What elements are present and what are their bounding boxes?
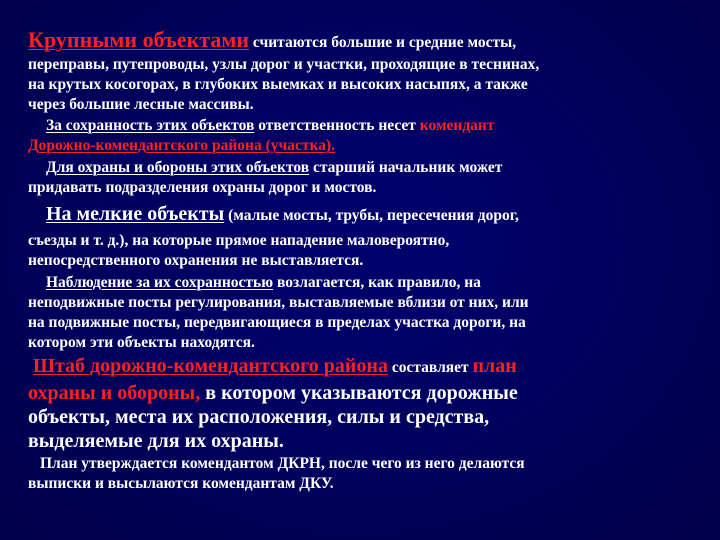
p5-line4: котором эти объекты находятся. [28,334,255,351]
p6-red1: план [472,355,517,377]
p6-rest2: в котором указываются дорожные [200,382,518,404]
p6-line1 [33,356,517,378]
p3-line2: придавать подразделения охраны дорог и мостов. [28,179,377,196]
p3-underlined: Для охраны и обороны этих объектов [46,159,310,176]
p5-line2: неподвижные посты регулирования, выставляемые вблизи от них, или [28,294,529,311]
p1-line2: переправы, путепроводы, узлы дорог и участки, проходящие в теснинах, [28,56,540,73]
p2-underlined: За сохранность этих объектов [46,117,255,134]
p1-heading: Крупными объектами [28,27,250,52]
p4-line3: непосредственного охранения не выставляется. [28,252,364,269]
p5-underlined: Наблюдение за их сохранностью [46,274,274,291]
p6-line3: объекты, места их расположения, силы и средства, [28,406,490,428]
p4-heading: На мелкие объекты [46,203,225,225]
p2-red1: комендант [419,117,495,134]
p7-line1: План утверждается комендантом ДКРН, после чего из него делаются [40,455,525,472]
p6-small: составляет [387,359,473,376]
p3-line1 [46,158,502,178]
p4-line1 [46,204,519,226]
p5-rest: возлагается, как правило, на [273,274,481,291]
p6-line4: выделяемые для их охраны. [28,430,284,452]
p4-line2: съезды и т. д.), на которые прямое нападение маловероятно, [28,232,450,249]
p4-rest: (малые мосты, трубы, пересечения дорог, [224,207,519,224]
p1-line4: через большие лесные массивы. [28,96,254,113]
p6-heading: Штаб дорожно-комендантского района [33,355,388,377]
p2-line2: Дорожно-комендантского района (участка). [28,137,335,154]
p6-line2 [28,381,518,407]
p3-rest: старший начальник может [309,159,503,176]
p1-rest: считаются большие и средние мосты, [249,34,517,51]
p2-mid: ответственность несет [254,117,420,134]
p5-line3: на подвижные посты, передвигающиеся в пределах участка дороги, на [28,314,526,331]
p5-line1 [46,273,481,293]
p6-red2: охраны и обороны, [28,382,201,404]
p2-line1 [46,116,494,136]
p1-line1 [28,27,517,53]
p7-line2: выписки и высылаются комендантам ДКУ. [28,475,334,492]
p1-line3: на крутых косогорах, в глубоких выемках и высоких насыпях, а также [28,76,528,93]
